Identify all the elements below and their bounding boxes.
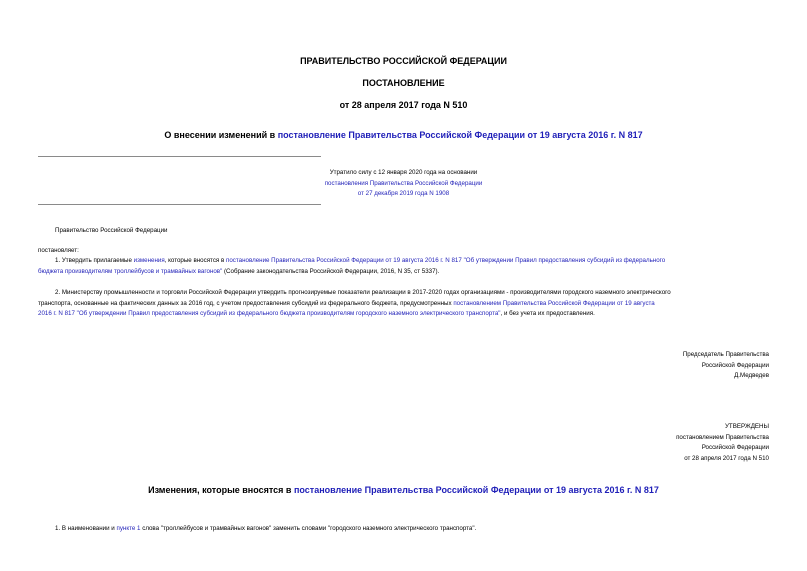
paragraph-1 — [38, 256, 773, 277]
doc-date-number: от 28 апреля 2017 года N 510 — [339, 100, 468, 110]
government-heading: ПРАВИТЕЛЬСТВО РОССИЙСКОЙ ФЕДЕРАЦИИ — [300, 56, 507, 66]
p2-line3-end: , и без учета их предоставления. — [500, 310, 595, 318]
changes-item-1 — [55, 524, 476, 535]
title-prefix: О внесении изменений в — [164, 130, 278, 140]
p1-decree-link[interactable]: постановление Правительства Российской Федерации от 19 августа 2016 г. N 817 — [226, 257, 462, 264]
changes-title — [0, 485, 807, 495]
approved-line2: постановлением Правительства — [676, 433, 769, 441]
approved-line4: от 28 апреля 2017 года N 510 — [684, 454, 769, 462]
paragraph-2 — [38, 288, 773, 320]
p2-line2-text: транспорта, основанные на фактических данных за 2016 год, с учетом предоставления субсидий из федерального бюджета, предусмотренных — [38, 299, 454, 307]
issuer: Правительство Российской Федерации — [55, 227, 168, 234]
approved-line3: Российской Федерации — [701, 444, 769, 452]
p1-text-a: 1. Утвердить прилагаемые — [55, 257, 134, 264]
p1-rules-link-b[interactable]: бюджета производителям троллейбусов и трамвайных вагонов" — [38, 267, 223, 275]
changes-title-prefix: Изменения, которые вносятся в — [148, 485, 294, 495]
item1-text-a: 1. В наименовании и — [55, 525, 117, 532]
item1-text-b: слова "троллейбусов и трамвайных вагонов" заменить словами "городского наземного электрического транспорта". — [140, 525, 477, 532]
p1-rules-link-a[interactable]: "Об утверждении Правил предоставления субсидий из федерального — [463, 257, 666, 264]
changes-title-link[interactable]: постановление Правительства Российской Федерации от 19 августа 2016 г. N 817 — [293, 485, 659, 495]
repeal-note-line1: Утратило силу с 12 января 2020 года на основании — [329, 169, 478, 176]
doc-type-heading: ПОСТАНОВЛЕНИЕ — [362, 78, 445, 88]
note-bottom-divider — [38, 204, 321, 205]
note-top-divider — [38, 156, 321, 157]
signature-block — [469, 350, 769, 382]
decides-text: постановляет: — [38, 247, 79, 254]
approved-line1: УТВЕРЖДЕНЫ — [725, 423, 769, 430]
repeal-note-link-1[interactable]: постановления Правительства Российской Федерации — [324, 179, 483, 187]
signature-line1: Председатель Правительства — [682, 351, 769, 358]
title-link[interactable]: постановление Правительства Российской Федерации от 19 августа 2016 г. N 817 — [277, 130, 643, 140]
item1-point-link[interactable]: пункте 1 — [116, 525, 141, 532]
p2-decree-link-b[interactable]: 2016 г. N 817 "Об утверждении Правил предоставления субсидий из федерального бюджета производителям городского наземного электрического транспорта" — [38, 310, 501, 318]
repeal-note-link-2[interactable]: от 27 декабря 2019 года N 1908 — [357, 190, 450, 198]
document-title — [0, 130, 807, 140]
p1-text-b: , которые вносятся в — [164, 257, 226, 264]
approved-block — [469, 422, 769, 464]
p2-line1: 2. Министерству промышленности и торговли Российской Федерации утвердить прогнозируемые показатели реализации в 2017-2020 годах организациями - производителями городского наземного электрического — [55, 289, 671, 296]
repeal-note — [0, 168, 807, 200]
signature-line2: Российской Федерации — [701, 361, 769, 369]
p1-changes-link[interactable]: изменения — [133, 257, 165, 264]
signature-name: Д.Медведев — [734, 372, 769, 380]
p2-decree-link-a[interactable]: постановлением Правительства Российской Федерации от 19 августа — [453, 299, 655, 307]
p1-text-d: (Собрание законодательства Российской Федерации, 2016, N 35, ст 5337). — [222, 267, 440, 275]
